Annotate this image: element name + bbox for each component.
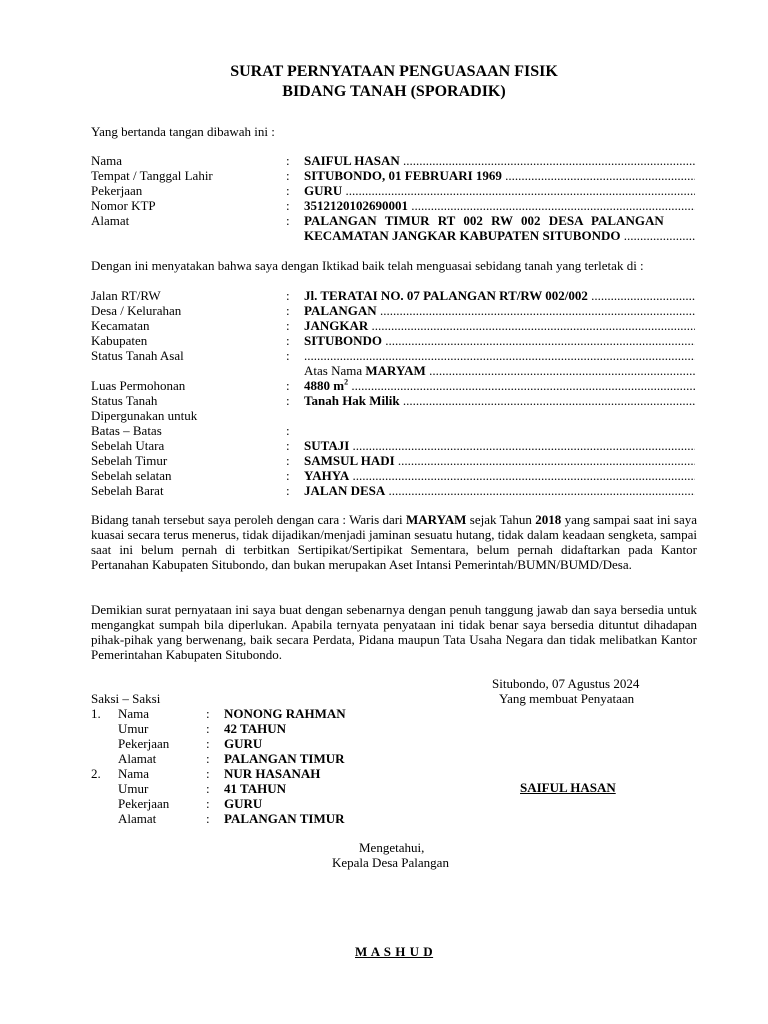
land-row-jalan	[91, 288, 695, 303]
declaration-text: Dengan ini menyatakan bahwa saya dengan Iktikad baik telah menguasai sebidang tanah yang terletak di :	[91, 258, 644, 273]
colon: :	[286, 303, 290, 318]
luas-number: 4880 m	[304, 378, 345, 393]
para1-year: 2018	[535, 512, 562, 527]
identity-label: Alamat	[91, 213, 130, 228]
identity-row-ktp	[91, 198, 695, 213]
colon: :	[286, 333, 290, 348]
boundary-label: Sebelah Utara	[91, 438, 165, 453]
colon: :	[286, 213, 290, 228]
colon: :	[286, 453, 290, 468]
land-label: Status Tanah Asal	[91, 348, 184, 363]
identity-row-ttl	[91, 168, 695, 183]
identity-value: SITUBONDO, 01 FEBRUARI 1969 .....	[304, 168, 695, 183]
identity-label: Pekerjaan	[91, 183, 143, 198]
identity-row-alamat	[91, 213, 695, 228]
colon: :	[206, 811, 210, 826]
identity-label: Nama	[91, 153, 123, 168]
identity-label: Tempat / Tanggal Lahir	[91, 168, 213, 183]
witness-value: NONONG RAHMAN	[224, 706, 346, 721]
maker-label: Yang membuat Penyataan	[499, 691, 635, 706]
witness-number: 2.	[91, 766, 101, 781]
colon: :	[206, 706, 210, 721]
land-row-desa	[91, 303, 695, 318]
witness-label: Alamat	[118, 811, 157, 826]
para1-text-a: Bidang tanah tersebut saya peroleh dengan cara : Waris dari	[91, 512, 406, 527]
colon: :	[206, 766, 210, 781]
boundary-row-utara	[91, 438, 695, 453]
witness-label: Umur	[118, 781, 149, 796]
boundary-row-timur	[91, 453, 695, 468]
boundary-label: Sebelah selatan	[91, 468, 172, 483]
boundary-value: SAMSUL HADI .....	[304, 453, 695, 468]
colon: :	[286, 318, 290, 333]
maker-name: SAIFUL HASAN	[520, 780, 616, 795]
document-title-line2: BIDANG TANAH (SPORADIK)	[282, 83, 506, 100]
atas-nama-name: MARYAM	[365, 363, 426, 378]
land-row-luas	[91, 378, 695, 393]
colon: :	[206, 796, 210, 811]
acquisition-paragraph	[91, 512, 697, 572]
witness-label: Nama	[118, 706, 150, 721]
witness-value: 41 TAHUN	[224, 781, 286, 796]
para1-name: MARYAM	[406, 512, 467, 527]
colon: :	[286, 393, 290, 408]
boundary-row-selatan	[91, 468, 695, 483]
identity-value: PALANGAN TIMUR RT 002 RW 002 DESA PALANGAN	[304, 213, 664, 228]
identity-value-cont: KECAMATAN JANGKAR KABUPATEN SITUBONDO .....	[304, 228, 695, 243]
boundary-value: YAHYA .....	[304, 468, 695, 483]
boundary-value: JALAN DESA .....	[304, 483, 695, 498]
saksi-title: Saksi – Saksi	[91, 691, 161, 706]
colon: :	[286, 378, 290, 393]
kepala-desa-name: M A S H U D	[355, 944, 434, 959]
colon: :	[286, 198, 290, 213]
colon: :	[286, 153, 290, 168]
witness-label: Umur	[118, 721, 149, 736]
witness-label: Pekerjaan	[118, 796, 170, 811]
mengetahui-label: Mengetahui,	[359, 840, 425, 855]
colon: :	[206, 721, 210, 736]
identity-value: SAIFUL HASAN .....	[304, 153, 695, 168]
land-label: Kecamatan	[91, 318, 150, 333]
boundary-row-barat	[91, 483, 695, 498]
colon: :	[286, 288, 290, 303]
colon: :	[286, 348, 290, 363]
land-value: Jl. TERATAI NO. 07 PALANGAN RT/RW 002/002 .....	[304, 288, 695, 303]
intro-text: Yang bertanda tangan dibawah ini :	[91, 124, 275, 139]
document-title-line1: SURAT PERNYATAAN PENGUASAAN FISIK	[230, 63, 558, 80]
witness-value: PALANGAN TIMUR	[224, 811, 345, 826]
colon: :	[286, 423, 290, 438]
luas-label: Luas Permohonan	[91, 378, 186, 393]
colon: :	[206, 736, 210, 751]
identity-row-nama	[91, 153, 695, 168]
land-value: PALANGAN .....	[304, 303, 695, 318]
colon: :	[206, 751, 210, 766]
colon: :	[286, 438, 290, 453]
luas-value	[304, 378, 695, 393]
colon: :	[286, 168, 290, 183]
atas-nama-prefix: Atas Nama	[304, 363, 366, 378]
identity-value: GURU .....	[304, 183, 695, 198]
place-date: Situbondo, 07 Agustus 2024	[492, 676, 640, 691]
witness-label: Nama	[118, 766, 150, 781]
batas-row	[91, 423, 695, 438]
kepala-desa-label: Kepala Desa Palangan	[332, 855, 449, 870]
land-row-status-asal	[91, 348, 695, 363]
land-label: Desa / Kelurahan	[91, 303, 182, 318]
identity-row-pekerjaan	[91, 183, 695, 198]
identity-row-alamat-cont	[91, 228, 695, 243]
witness-value: PALANGAN TIMUR	[224, 751, 345, 766]
land-row-kecamatan	[91, 318, 695, 333]
boundary-value: SUTAJI .....	[304, 438, 695, 453]
identity-value: 3512120102690001 .....	[304, 198, 695, 213]
land-row-status	[91, 393, 695, 408]
land-row-atas-nama	[91, 363, 695, 378]
land-value: SITUBONDO .....	[304, 333, 695, 348]
atas-nama-value	[304, 363, 695, 378]
colon: :	[286, 468, 290, 483]
colon: :	[206, 781, 210, 796]
land-label: Jalan RT/RW	[91, 288, 161, 303]
para1-text-e: yang sampai saat ini saya kuasai secara terus menerus, tidak dijadikan/menjadi jaminan sesuatu hutang, tidak dalam keadaan sengketa, sampai saat ini belum pernah di terbitkan Sertipikat/Sertipikat Sementara, belum pernah didaftarkan pada Kantor Pertanahan Kabupaten Situbondo, dan bukan merupakan Aset Intansi Pemerintah/BUMN/BUMD/Desa.	[91, 512, 698, 572]
identity-label: Nomor KTP	[91, 198, 156, 213]
para1-text-c: sejak Tahun	[466, 512, 536, 527]
boundary-label: Sebelah Barat	[91, 483, 164, 498]
status-value: Tanah Hak Milik .....	[304, 393, 695, 408]
luas-unit-sup: 2	[344, 378, 349, 387]
batas-label: Batas – Batas	[91, 423, 162, 438]
witness-number: 1.	[91, 706, 101, 721]
boundary-label: Sebelah Timur	[91, 453, 168, 468]
status-label: Status Tanah	[91, 393, 158, 408]
witness-value: 42 TAHUN	[224, 721, 286, 736]
land-row-kabupaten	[91, 333, 695, 348]
witness-value: NUR HASANAH	[224, 766, 321, 781]
witness-value: GURU	[224, 796, 263, 811]
colon: :	[286, 183, 290, 198]
witness-value: GURU	[224, 736, 263, 751]
witness-label: Alamat	[118, 751, 157, 766]
closing-paragraph: Demikian surat pernyataan ini saya buat dengan sebenarnya dengan penuh tanggung jawab dan saya bersedia untuk mengangkat sumpah bila diperlukan. Apabila ternyata penyataan ini tidak benar saya bersedia dituntut dihadapan pihak-pihak yang berwenang, baik secara Perdata, Pidana maupun Tata Usaha Negara dan tidak melibatkan Kantor Pemerintahan Kabupaten Situbondo.	[91, 602, 697, 662]
dipergunakan-label: Dipergunakan untuk	[91, 408, 198, 423]
witness-label: Pekerjaan	[118, 736, 170, 751]
land-label: Kabupaten	[91, 333, 148, 348]
colon: :	[286, 483, 290, 498]
land-value: JANGKAR .....	[304, 318, 695, 333]
land-value	[304, 348, 695, 363]
